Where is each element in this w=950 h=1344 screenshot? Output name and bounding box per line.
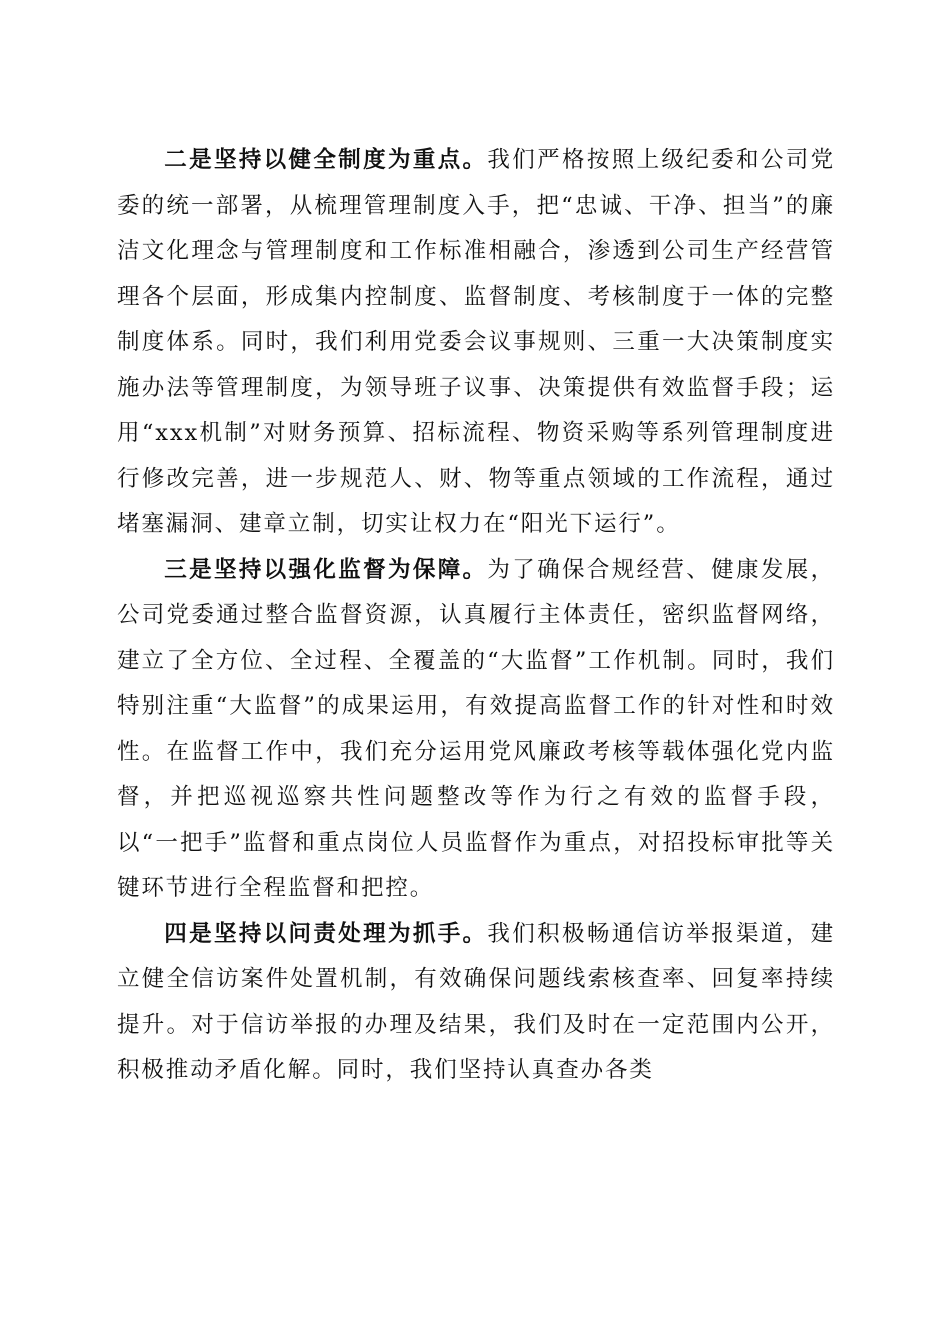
document-body xyxy=(117,138,835,1094)
paragraph-lead: 四是坚持以问责处理为抓手。 xyxy=(164,920,488,947)
paragraph-text: 我们积极畅通信访举报渠道，建立健全信访案件处置机制，有效确保问题线索核查率、回复率持续提升。对于信访举报的办理及结果，我们及时在一定范围内公开，积极推动矛盾化解。同时，我们坚持认真查办各类 xyxy=(117,920,835,1083)
paragraph-institution-building xyxy=(117,138,835,548)
paragraph-supervision xyxy=(117,548,835,912)
paragraph-accountability xyxy=(117,912,835,1094)
paragraph-text: 我们严格按照上级纪委和公司党委的统一部署，从梳理管理制度入手，把“忠诚、干净、担当”的廉洁文化理念与管理制度和工作标准相融合，渗透到公司生产经营管理各个层面，形成集内控制度、监督制度、考核制度于一体的完整制度体系。同时，我们利用党委会议事规则、三重一大决策制度实施办法等管理制度，为领导班子议事、决策提供有效监督手段；运用“xxx机制”对财务预算、招标流程、物资采购等系列管理制度进行修改完善，进一步规范人、财、物等重点领域的工作流程，通过堵塞漏洞、建章立制，切实让权力在“阳光下运行”。 xyxy=(117,147,835,537)
paragraph-text: 为了确保合规经营、健康发展，公司党委通过整合监督资源，认真履行主体责任，密织监督网络，建立了全方位、全过程、全覆盖的“大监督”工作机制。同时，我们特别注重“大监督”的成果运用，有效提高监督工作的针对性和时效性。在监督工作中，我们充分运用党风廉政考核等载体强化党内监督，并把巡视巡察共性问题整改等作为行之有效的监督手段，以“一把手”监督和重点岗位人员监督作为重点，对招投标审批等关键环节进行全程监督和把控。 xyxy=(117,556,835,901)
paragraph-lead: 三是坚持以强化监督为保障。 xyxy=(164,556,488,583)
paragraph-lead: 二是坚持以健全制度为重点。 xyxy=(164,147,488,173)
